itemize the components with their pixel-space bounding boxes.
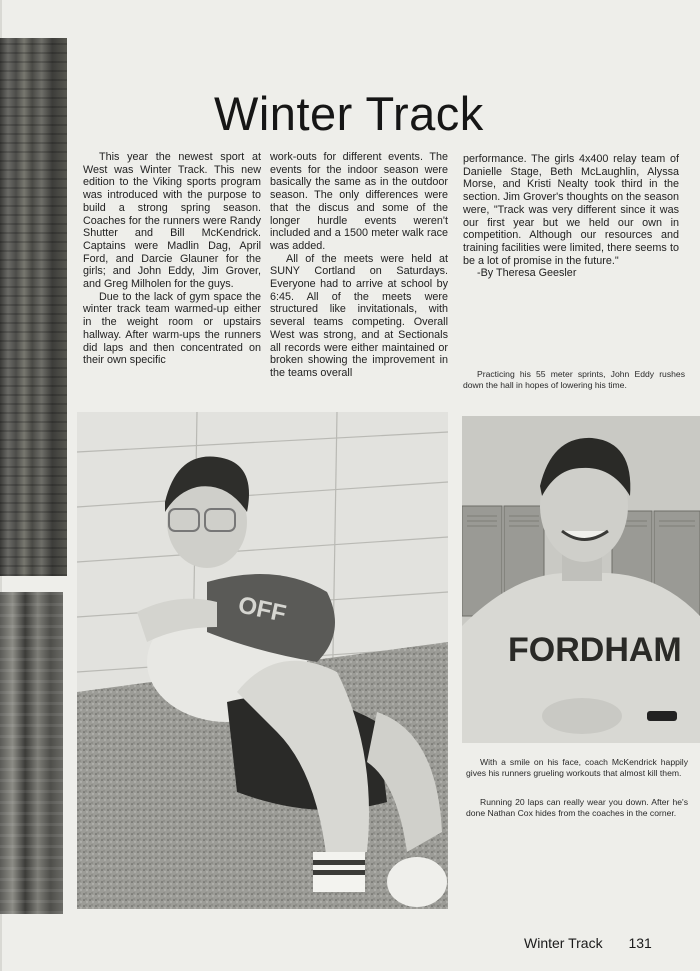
footer-section-title: Winter Track	[524, 935, 603, 951]
paragraph: performance. The girls 4x400 relay team of Danielle Stage, Beth McLaughlin, Alyssa Morse, and Kristi Nealty took third in the section. Jim Grover's thoughts on the season were, "Track was very different since it was our first year but we held our own in competition. Although our resources and training facilities were limited, there seems to be a lot of promise in the future."	[463, 153, 679, 267]
runner-photo-graphic	[77, 412, 448, 909]
body-column-2	[270, 151, 448, 380]
locker-strip-photo-lower	[0, 592, 63, 914]
shirt-print-text: OFF	[235, 591, 289, 628]
page-number: 131	[628, 935, 652, 951]
photo-coach-smiling	[462, 416, 700, 743]
page-title: Winter Track	[214, 87, 484, 140]
paragraph: All of the meets were held at SUNY Cortland on Saturdays. Everyone had to arrive at school by 6:45. All of the meets were structured like invitationals, with several teams competing. Overall West was strong, and at Sectionals all records were either maintained or broken showing the improvement in the teams overall	[270, 252, 448, 379]
coach-photo-graphic	[462, 416, 700, 743]
byline: -By Theresa Geesler	[477, 267, 577, 280]
body-column-1	[83, 151, 261, 367]
paragraph: This year the newest sport at West was Winter Track. This new edition to the Viking sports program was introduced with the purpose to build a strong spring season. Coaches for the runners were Randy Shutter and Bill McKendrick. Captains were Madlin Dag, April Ford, and Darcie Glauner for the girls; and John Eddy, Jim Grover, and Greg Milholen for the guys.	[83, 151, 261, 291]
locker-strip-photo	[0, 38, 67, 576]
photo-runner-in-corner	[77, 412, 448, 909]
caption-text: With a smile on his face, coach McKendrick happily gives his runners grueling workouts that almost kill them.	[466, 757, 688, 778]
paragraph: work-outs for different events. The events for the indoor season were basically the same as in the outdoor season. The only differences were that the discus and some of the longer hurdle events weren't included and a 1500 meter walk race was added.	[270, 151, 448, 252]
caption-text: Practicing his 55 meter sprints, John Eddy rushes down the hall in hopes of lowering his time.	[463, 369, 685, 390]
photo-caption-laps	[466, 797, 688, 818]
sweatshirt-text: FORDHAM	[508, 631, 682, 669]
photo-caption-coach	[466, 757, 688, 778]
page-footer	[524, 935, 694, 951]
body-column-3	[463, 153, 679, 280]
photo-caption-sprints	[463, 369, 685, 390]
caption-text: Running 20 laps can really wear you down. After he's done Nathan Cox hides from the coaches in the corner.	[466, 797, 688, 818]
paragraph: Due to the lack of gym space the winter track team warmed-up either in the weight room or upstairs hallway. After warm-ups the runners did laps and then concentrated on their own specific	[83, 290, 261, 367]
